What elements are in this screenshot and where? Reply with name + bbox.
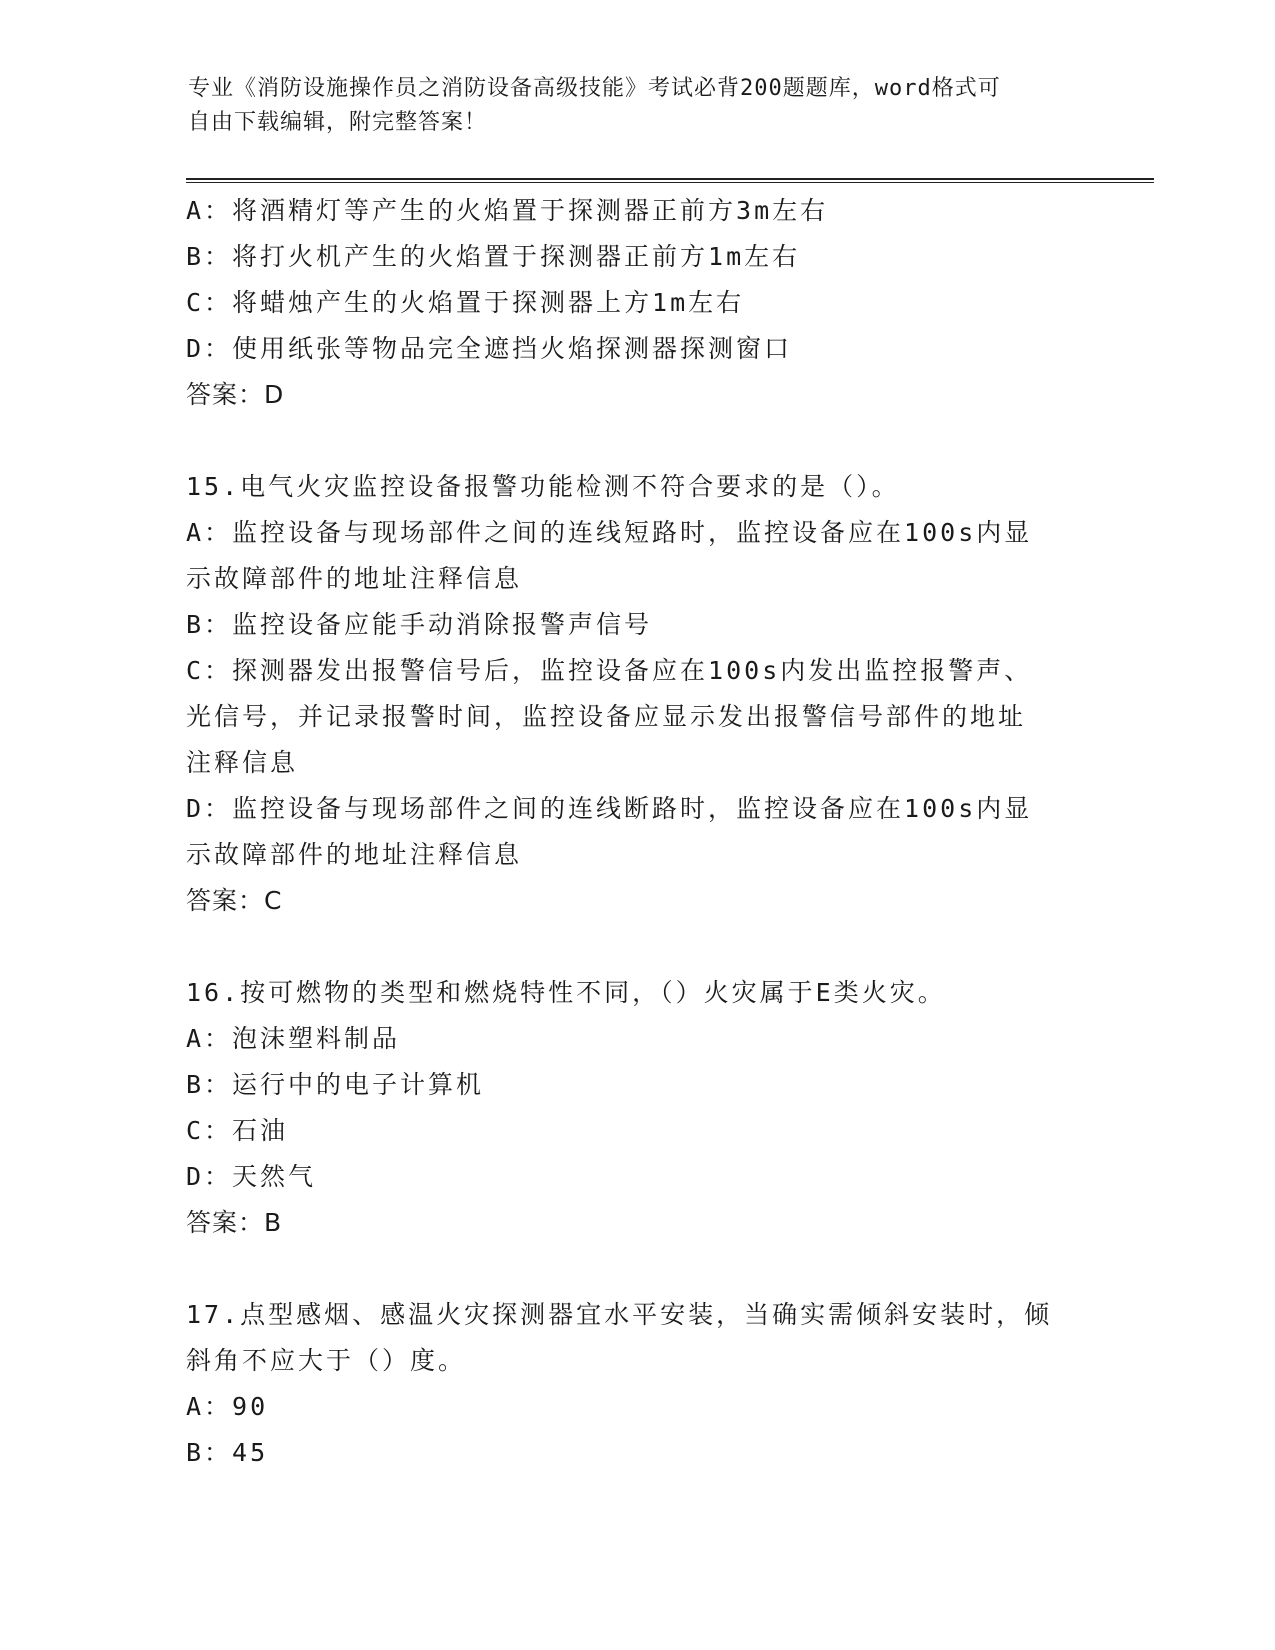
q14-option-d: D：使用纸张等物品完全遮挡火焰探测器探测窗口 [186,334,793,363]
q16-option-d: D：天然气 [186,1162,317,1191]
question-16-block [186,970,1066,1246]
q17-question-line1: 17.点型感烟、感温火灾探测器宜水平安装，当确实需倾斜安装时，倾 [186,1300,1053,1329]
q15-option-a-line1: A：监控设备与现场部件之间的连线短路时，监控设备应在100s内显 [186,518,1033,547]
spacer [186,924,1066,970]
header-divider-thin [186,182,1154,183]
q15-option-c-line3: 注释信息 [186,748,299,777]
q17-option-a: A：90 [186,1392,269,1421]
q15-option-d-line1: D：监控设备与现场部件之间的连线断路时，监控设备应在100s内显 [186,794,1033,823]
q14-option-c: C：将蜡烛产生的火焰置于探测器上方1m左右 [186,288,745,317]
q16-option-c: C：石油 [186,1116,289,1145]
question-15-block [186,464,1066,924]
q15-option-c-line1: C：探测器发出报警信号后，监控设备应在100s内发出监控报警声、 [186,656,1033,685]
question-17-block [186,1292,1066,1476]
spacer [186,1246,1066,1292]
header-divider-thick [186,178,1154,180]
q17-option-b: B：45 [186,1438,269,1467]
q15-question: 15.电气火灾监控设备报警功能检测不符合要求的是（）。 [186,472,900,501]
q15-option-c-line2: 光信号，并记录报警时间，监控设备应显示发出报警信号部件的地址 [186,702,1027,731]
q14-option-a: A：将酒精灯等产生的火焰置于探测器正前方3m左右 [186,196,829,225]
q16-answer: 答案：B [186,1208,283,1237]
q16-option-a: A：泡沫塑料制品 [186,1024,401,1053]
header-line-1: 专业《消防设施操作员之消防设备高级技能》考试必背200题题库，word格式可 [188,76,1001,101]
q15-option-a-line2: 示故障部件的地址注释信息 [186,564,523,593]
document-body [186,188,1066,1476]
q16-question: 16.按可燃物的类型和燃烧特性不同，（）火灾属于E类火灾。 [186,978,946,1007]
spacer [186,418,1066,464]
q14-answer: 答案：D [186,380,285,409]
document-header [188,72,1088,140]
q15-option-d-line2: 示故障部件的地址注释信息 [186,840,523,869]
q14-option-b: B：将打火机产生的火焰置于探测器正前方1m左右 [186,242,801,271]
question-14-block [186,188,1066,418]
q16-option-b: B：运行中的电子计算机 [186,1070,485,1099]
header-line-2: 自由下载编辑，附完整答案！ [188,110,488,135]
q17-question-line2: 斜角不应大于（）度。 [186,1346,467,1375]
q15-answer: 答案：C [186,886,283,915]
q15-option-b: B：监控设备应能手动消除报警声信号 [186,610,653,639]
